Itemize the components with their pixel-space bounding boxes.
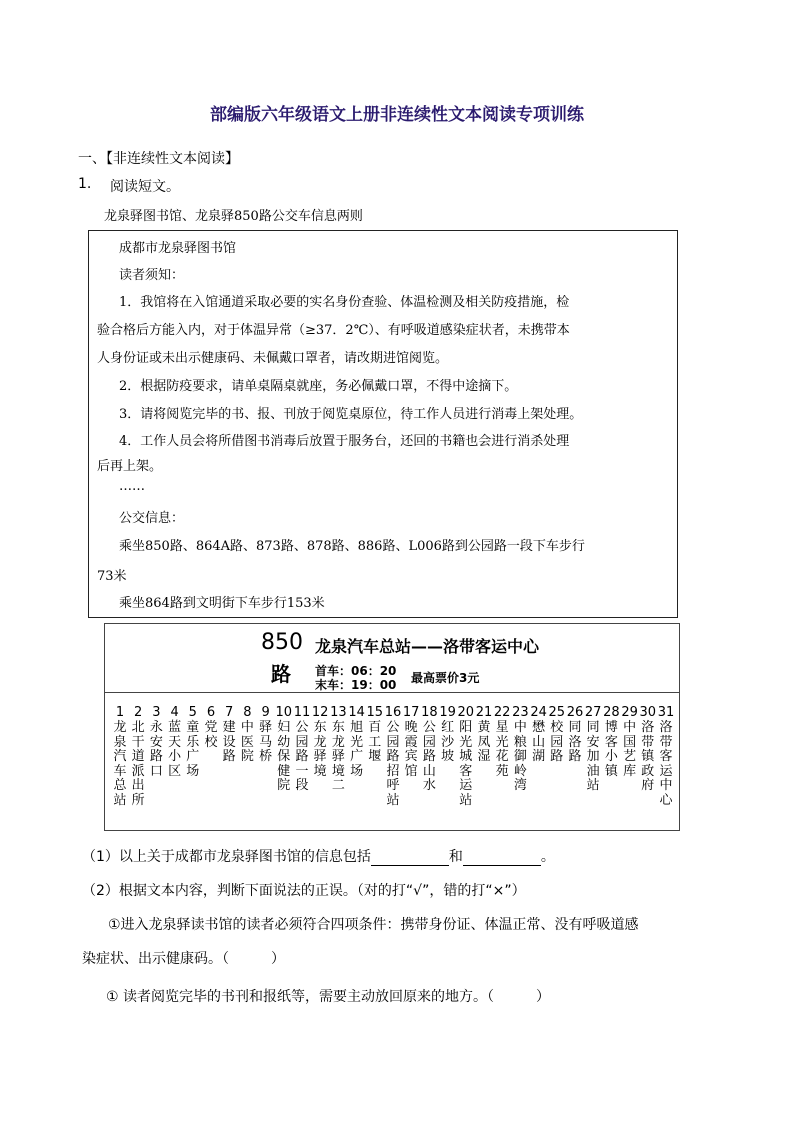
section-heading: 一、【非连续性文本阅读】 <box>78 151 239 167</box>
bus-stop-name: 中 医 院 <box>240 720 254 764</box>
library-notice-box <box>88 230 678 618</box>
bus-stop-number: 28 <box>603 705 620 720</box>
bus-stop-name: 阳 光 城 客 运 站 <box>459 720 473 808</box>
question-1-text: （1）以上关于成都市龙泉驿图书馆的信息包括 <box>82 849 371 865</box>
bus-stop-name: 公 园 路 一 段 <box>295 720 309 793</box>
bus-stop-list <box>111 704 677 826</box>
bus-stop-name: 洛 带 客 运 中 心 <box>659 720 673 808</box>
bus-stop-number: 9 <box>261 705 270 720</box>
bus-stop-name: 东 龙 驿 境 <box>313 720 327 779</box>
bus-stop-number: 13 <box>330 705 347 720</box>
bus-stop-number: 29 <box>621 705 638 720</box>
bus-stop-name: 中 国 艺 库 <box>623 720 637 779</box>
bus-stop-number: 17 <box>402 705 420 720</box>
passage-heading: 龙泉驿图书馆、龙泉驿850路公交车信息两则 <box>104 209 363 224</box>
bus-stop-number: 27 <box>584 705 602 720</box>
bus-stop-number: 8 <box>243 705 252 720</box>
bus-stop-name: 党 校 <box>204 720 218 750</box>
question-1 <box>82 846 555 866</box>
bus-stop-number: 7 <box>225 705 234 720</box>
notice-line: 4．工作人员会将所借图书消毒后放置于服务台，还回的书籍也会进行消杀处理 <box>119 434 570 449</box>
bus-stop-name: 永 安 路 口 <box>149 720 163 779</box>
bus-stop-name: 驿 马 桥 <box>259 720 273 764</box>
bus-stop-number: 19 <box>439 705 456 720</box>
question-1-and: 和 <box>448 849 463 865</box>
bus-stop-number: 2 <box>134 705 143 720</box>
page-title: 部编版六年级语文上册非连续性文本阅读专项训练 <box>210 105 584 125</box>
answer-blank-1[interactable] <box>371 851 449 866</box>
bus-stop-name: 黄 凤 湿 <box>477 720 491 764</box>
bus-stop-number: 3 <box>152 705 161 720</box>
bus-number: 850 <box>261 630 303 655</box>
bus-stop-name: 红 沙 坡 <box>441 720 455 764</box>
statement-2: ① 读者阅览完毕的书刊和报纸等，需要主动放回原来的地方。（ ） <box>106 989 550 1005</box>
notice-line: 乘坐864路到文明街下车步行153米 <box>119 596 325 611</box>
bus-stop-number: 12 <box>311 705 329 720</box>
bus-stop-name: 童 乐 广 场 <box>186 720 200 779</box>
bus-stop-number: 11 <box>293 705 311 720</box>
notice-line: 验合格后方能入内，对于体温异常（≥37．2℃）、有呼吸道感染症状者，未携带本 <box>97 323 570 338</box>
bus-stop-name: 建 设 路 <box>222 720 236 764</box>
bus-stop-name: 校 园 路 <box>550 720 564 764</box>
bus-stop-number: 1 <box>115 705 125 720</box>
bus-route-sign <box>104 623 680 831</box>
bus-stop-name: 公 园 路 山 水 <box>422 720 436 793</box>
bus-stop-number: 25 <box>548 705 566 720</box>
answer-blank-2[interactable] <box>463 851 541 866</box>
bus-stop-name: 蓝 天 小 区 <box>168 720 182 779</box>
statement-1-line1: ①进入龙泉驿读书馆的读者必须符合四项条件：携带身份证、体温正常、没有呼吸道感 <box>108 917 639 933</box>
bus-stop-number: 14 <box>348 705 365 720</box>
question-intro: 阅读短文。 <box>110 179 180 195</box>
notice-line: …… <box>119 479 145 494</box>
bus-stop-number: 5 <box>188 705 197 720</box>
bus-stop-name: 东 龙 驿 境 二 <box>331 720 345 793</box>
bus-first-time: 首车：06：20 <box>315 664 397 678</box>
bus-stop-number: 4 <box>170 705 179 720</box>
bus-stop-name: 洛 带 镇 政 府 <box>641 720 655 793</box>
question-1-end: 。 <box>540 849 555 865</box>
bus-stop-number: 23 <box>512 705 529 720</box>
bus-stop-name: 同 洛 路 <box>568 720 582 764</box>
bus-stop-number: 18 <box>421 705 438 720</box>
notice-line: 1．我馆将在入馆通道采取必要的实名身份查验、体温检测及相关防疫措施，检 <box>119 295 570 310</box>
bus-lu-char: 路 <box>271 662 291 686</box>
notice-line: 公交信息： <box>119 511 185 526</box>
question-number: 1. <box>78 176 92 192</box>
bus-stop-name: 博 客 小 镇 <box>604 720 618 779</box>
bus-stop-number: 26 <box>566 705 584 720</box>
bus-stop-name: 旭 光 广 场 <box>350 720 364 779</box>
bus-last-time: 末车：19：00 <box>315 678 397 692</box>
bus-stop-number: 21 <box>475 705 493 720</box>
bus-stop-name: 中 粮 御 岭 湾 <box>513 720 527 793</box>
notice-line: 2．根据防疫要求，请单桌隔桌就座，务必佩戴口罩，不得中途摘下。 <box>119 379 518 394</box>
bus-stop-number: 31 <box>657 705 675 720</box>
bus-stop-name: 懋 山 湖 <box>532 720 546 764</box>
bus-stop-number: 15 <box>366 705 384 720</box>
bus-stop-name: 晚 霞 宾 馆 <box>404 720 418 779</box>
bus-stop-name: 北 干 道 派 出 所 <box>131 720 145 808</box>
notice-line: 73米 <box>97 569 127 584</box>
notice-line: 后再上架。 <box>97 459 163 474</box>
bus-stop-name: 公 园 路 招 呼 站 <box>386 720 400 808</box>
statement-1-line2: 染症状、出示健康码。（ ） <box>82 951 285 967</box>
bus-stop-number: 24 <box>530 705 547 720</box>
bus-stop <box>653 704 679 808</box>
bus-stop-number: 6 <box>206 705 216 720</box>
bus-stop-number: 10 <box>275 705 293 720</box>
bus-stop-number: 22 <box>493 705 511 720</box>
bus-stop-number: 16 <box>384 705 402 720</box>
bus-stop-number: 30 <box>639 705 657 720</box>
bus-stop-name: 星 光 花 苑 <box>495 720 509 779</box>
notice-line: 读者须知： <box>119 268 185 283</box>
bus-stop-name: 龙 泉 汽 车 总 站 <box>113 720 127 808</box>
bus-divider <box>105 692 679 693</box>
bus-stop-number: 20 <box>457 705 475 720</box>
bus-stop-name: 百 工 堰 <box>368 720 382 764</box>
notice-line: 3．请将阅览完毕的书、报、刊放于阅览桌原位，待工作人员进行消毒上架处理。 <box>119 407 583 422</box>
question-2: （2）根据文本内容，判断下面说法的正误。（对的打“√”，错的打“×”） <box>82 883 526 899</box>
bus-stop-name: 妇 幼 保 健 院 <box>277 720 291 793</box>
notice-line: 成都市龙泉驿图书馆 <box>119 241 237 256</box>
notice-line: 乘坐850路、864A路、873路、878路、886路、L006路到公园路一段下车步行 <box>119 539 585 554</box>
bus-max-fare: 最高票价3元 <box>411 671 480 685</box>
bus-stop-name: 同 安 加 油 站 <box>586 720 600 793</box>
notice-line: 人身份证或未出示健康码、未佩戴口罩者，请改期进馆阅览。 <box>97 351 449 366</box>
bus-route-name: 龙泉汽车总站——洛带客运中心 <box>315 637 540 656</box>
